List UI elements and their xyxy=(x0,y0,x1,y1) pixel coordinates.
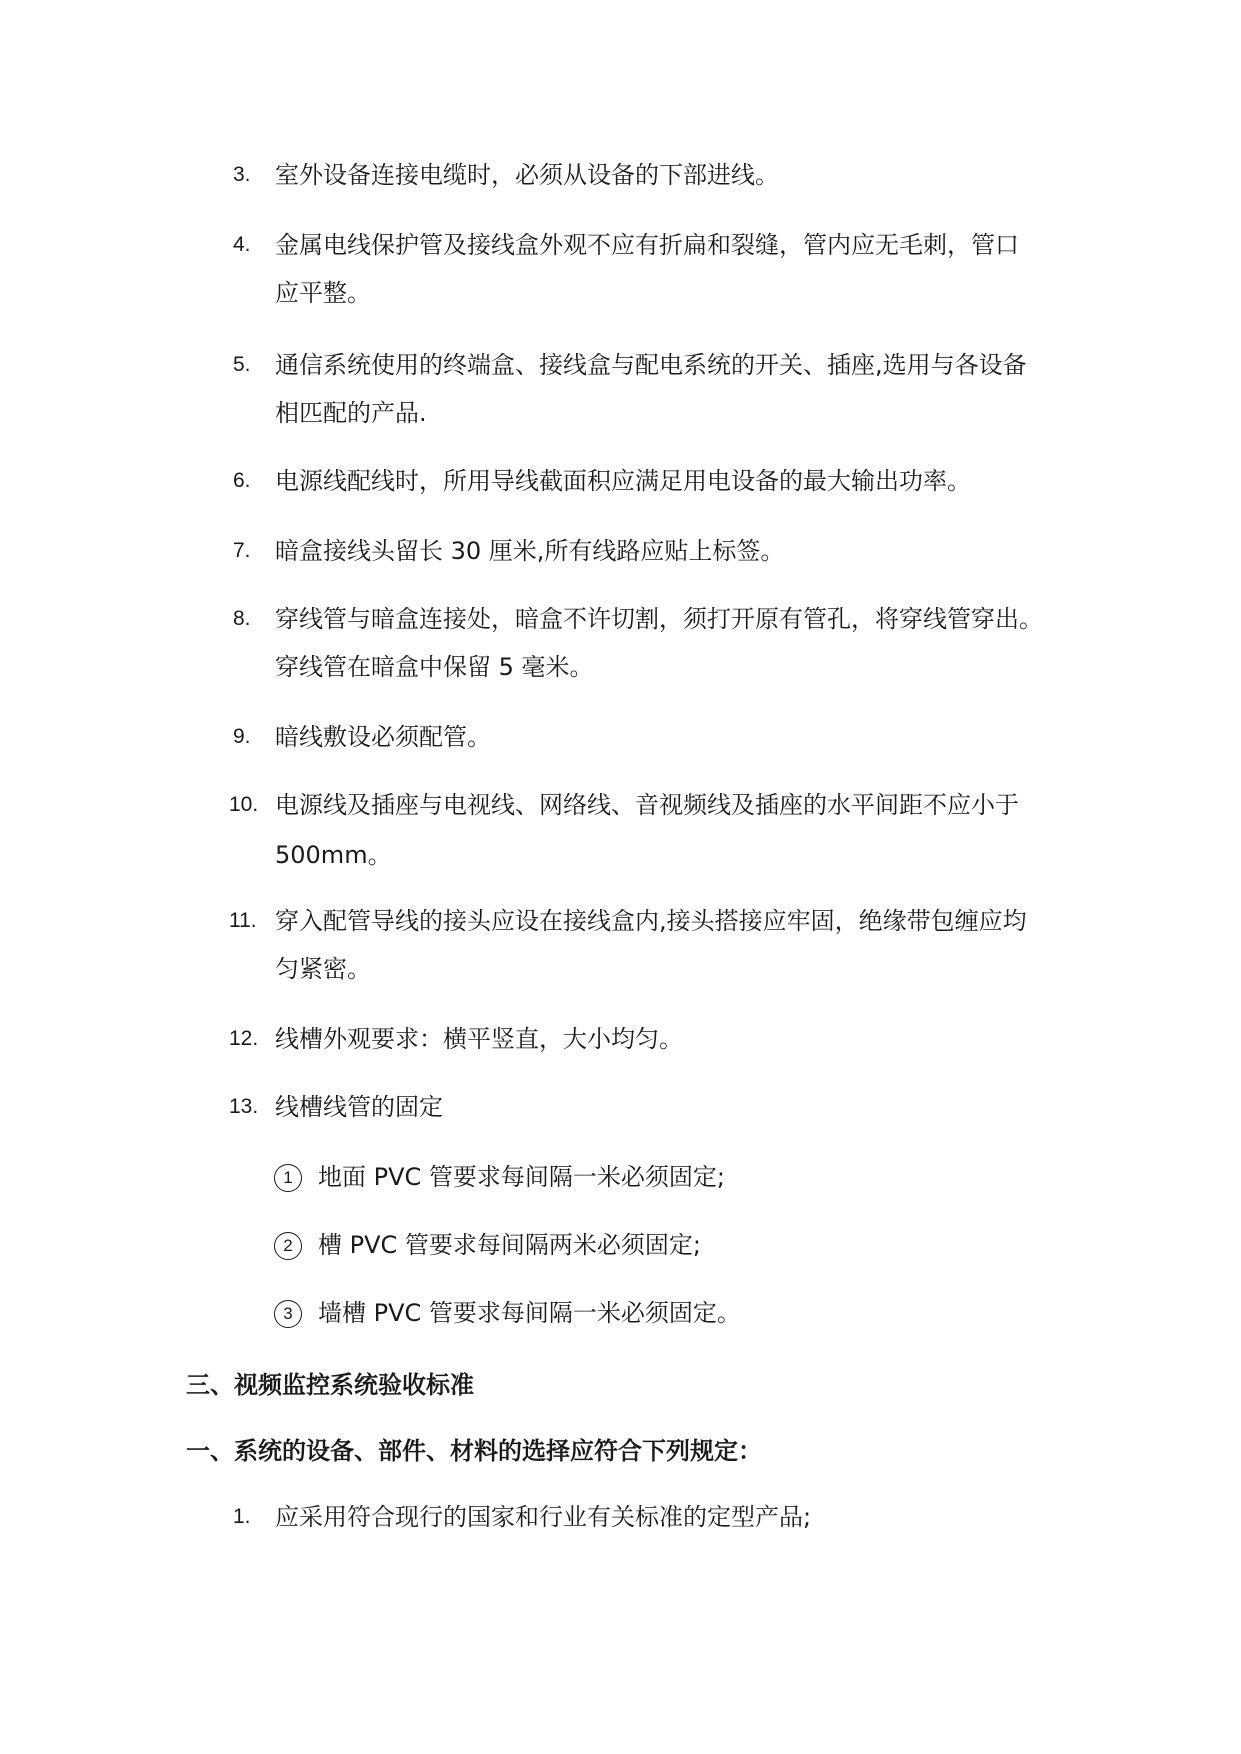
subsection-heading: 一、系统的设备、部件、材料的选择应符合下列规定： xyxy=(186,1437,762,1465)
circled-number-marker: 2 xyxy=(274,1232,302,1260)
list-item-text: 电源线配线时，所用导线截面积应满足用电设备的最大输出功率。 xyxy=(275,467,971,495)
list-item-number: 7. xyxy=(233,539,251,562)
list-item-text: 通信系统使用的终端盒、接线盒与配电系统的开关、插座,选用与各设备 xyxy=(275,351,1027,379)
list-item-number: 10. xyxy=(229,793,259,816)
list-item-text-continued: 匀紧密。 xyxy=(275,955,371,983)
list-item-text-continued: 应平整。 xyxy=(275,279,371,307)
circled-number-marker: 3 xyxy=(274,1300,302,1328)
list-item-text: 电源线及插座与电视线、网络线、音视频线及插座的水平间距不应小于 xyxy=(275,791,1019,819)
list-item-text-continued: 500mm。 xyxy=(275,841,392,869)
sub-item-text: 地面 PVC 管要求每间隔一米必须固定; xyxy=(318,1163,725,1191)
list-item-text: 暗盒接线头留长 30 厘米,所有线路应贴上标签。 xyxy=(275,537,785,565)
list-item-number: 1. xyxy=(233,1505,251,1528)
list-item-text-continued: 穿线管在暗盒中保留 5 毫米。 xyxy=(275,653,594,681)
list-item-text-continued: 相匹配的产品. xyxy=(275,399,427,427)
list-item-text: 线槽外观要求：横平竖直，大小均匀。 xyxy=(275,1025,683,1053)
list-item-text: 暗线敷设必须配管。 xyxy=(275,723,491,751)
sub-item-text: 墙槽 PVC 管要求每间隔一米必须固定。 xyxy=(318,1299,741,1327)
sub-item-text: 槽 PVC 管要求每间隔两米必须固定; xyxy=(318,1231,701,1259)
list-item-text: 线槽线管的固定 xyxy=(275,1093,443,1121)
list-item-number: 8. xyxy=(233,607,251,630)
list-item-text: 金属电线保护管及接线盒外观不应有折扁和裂缝，管内应无毛刺，管口 xyxy=(275,231,1019,259)
list-item-number: 6. xyxy=(233,469,251,492)
list-item-text: 穿入配管导线的接头应设在接线盒内,接头搭接应牢固，绝缘带包缠应均 xyxy=(275,907,1027,935)
list-item-number: 9. xyxy=(233,725,251,748)
list-item-number: 4. xyxy=(233,233,251,256)
list-item-number: 12. xyxy=(229,1027,259,1050)
list-item-text: 应采用符合现行的国家和行业有关标准的定型产品; xyxy=(275,1503,812,1531)
circled-number-marker: 1 xyxy=(274,1164,302,1192)
list-item-text: 穿线管与暗盒连接处，暗盒不许切割，须打开原有管孔，将穿线管穿出。 xyxy=(275,605,1043,633)
list-item-number: 11. xyxy=(229,909,257,932)
list-item-number: 13. xyxy=(229,1095,259,1118)
section-heading: 三、视频监控系统验收标准 xyxy=(186,1371,474,1399)
list-item-number: 3. xyxy=(233,163,251,186)
list-item-number: 5. xyxy=(233,353,251,376)
list-item-text: 室外设备连接电缆时，必须从设备的下部进线。 xyxy=(275,161,779,189)
